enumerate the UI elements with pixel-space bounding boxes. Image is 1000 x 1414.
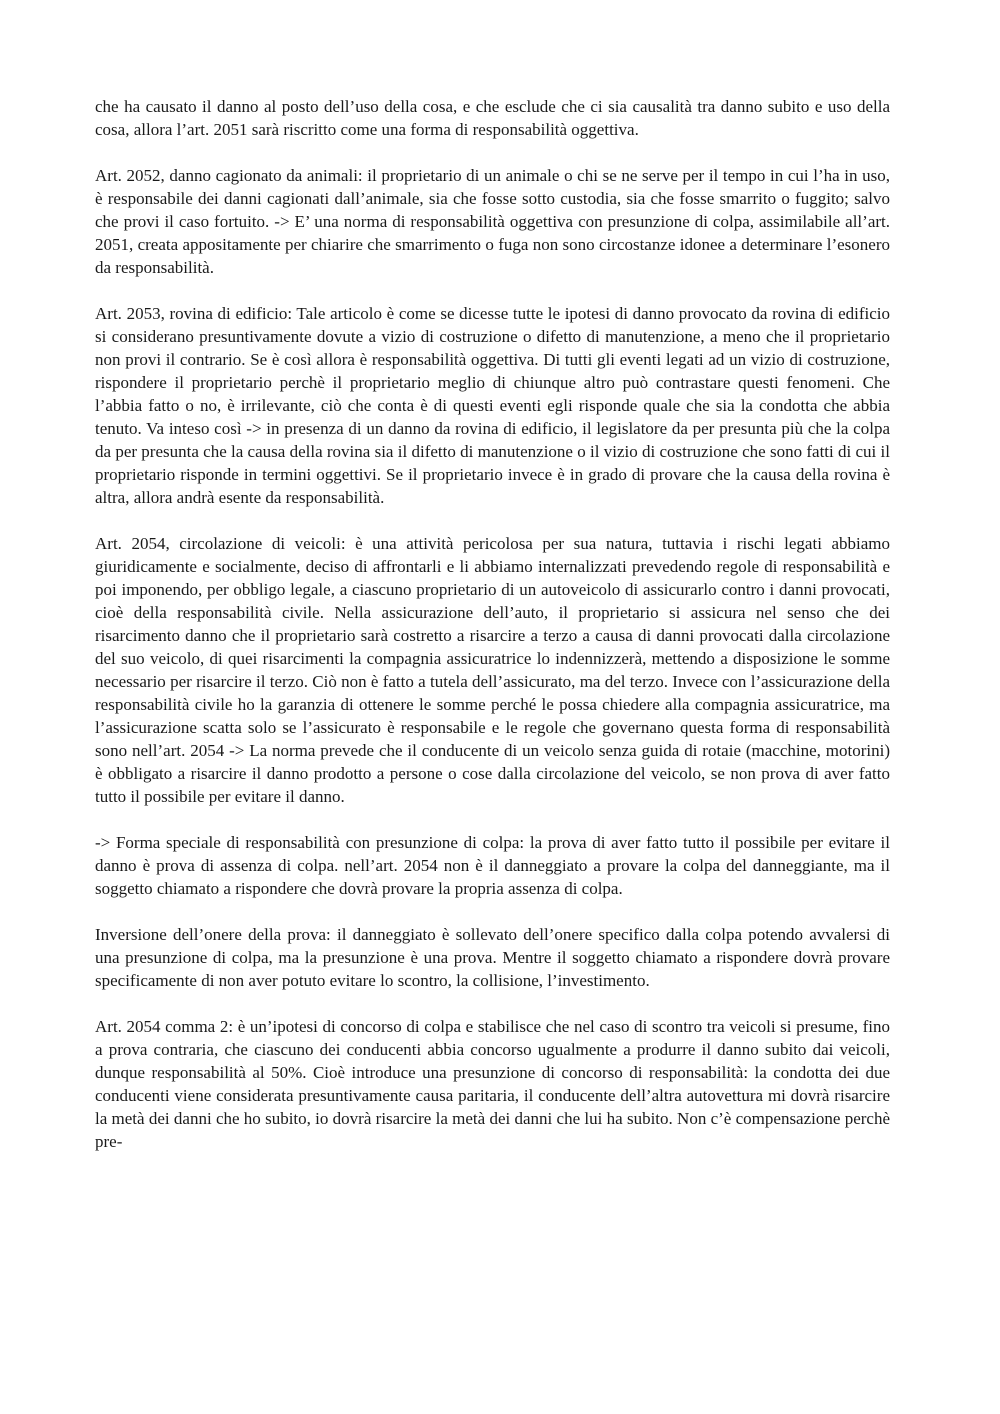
- paragraph-art-2053: Art. 2053, rovina di edificio: Tale articolo è come se dicesse tutte le ipotesi di danno provocato da rovina di edificio si considerano presuntivamente dovute a vizio di costruzione o difetto di manutenzione, a meno che il proprietario non provi il contrario. Se è così allora è responsabilità oggettiva. Di tutti gli eventi legati ad un vizio di costruzione, rispondere il proprietario perchè il proprietario meglio di chiunque altro può contrastare questi fenomeni. Che l’abbia fatto o no, è irrilevante, ciò che conta è di questi eventi egli risponde quale che sia la condotta che abbia tenuto. Va inteso così -> in presenza di un danno da rovina di edificio, il legislatore da per presunta più che la colpa da per presunta che la causa della rovina sia il difetto di manutenzione o il vizio di costruzione che sono fatti di cui il proprietario risponde in termini oggettivi. Se il proprietario invece è in grado di provare che la causa della rovina è altra, allora andrà esente da responsabilità.: [95, 304, 890, 507]
- paragraph-art-2051-continuation: che ha causato il danno al posto dell’uso della cosa, e che esclude che ci sia causalità tra danno subito e uso della cosa, allora l’art. 2051 sarà riscritto come una forma di responsabilità oggettiva.: [95, 97, 890, 139]
- paragraph-inversione-onere: Inversione dell’onere della prova: il danneggiato è sollevato dell’onere specifico dalla colpa potendo avvalersi di una presunzione di colpa, ma la presunzione è una prova. Mentre il soggetto chiamato a rispondere dovrà provare specificamente di non aver potuto evitare lo scontro, la collisione, l’investimento.: [95, 925, 890, 990]
- document-body: [95, 95, 890, 1153]
- paragraph-art-2052: Art. 2052, danno cagionato da animali: il proprietario di un animale o chi se ne serve per il tempo in cui l’ha in uso, è responsabile dei danni cagionati dall’animale, sia che fosse sotto custodia, sia che fosse smarrito o fuggito; salvo che provi il caso fortuito. -> E’ una norma di responsabilità oggettiva con presunzione di colpa, assimilabile all’art. 2051, creata appositamente per chiarire che smarrimento o fuga non sono circostanze idonee a determinare l’esonero da responsabilità.: [95, 166, 890, 277]
- paragraph-art-2054: Art. 2054, circolazione di veicoli: è una attività pericolosa per sua natura, tuttavia i rischi legati abbiamo giuridicamente e socialmente, deciso di affrontarli e li abbiamo internalizzati prevedendo regole di responsabilità e poi imponendo, per obbligo legale, a ciascuno proprietario di un autoveicolo di assicurarlo contro i danni provocati, cioè della responsabilità civile. Nella assicurazione dell’auto, il proprietario si assicura nel senso che dei risarcimento danno che il proprietario sarà costretto a risarcire a terzo a causa di danni provocati dalla circolazione del suo veicolo, di quei risarcimenti la compagnia assicuratrice lo indennizzerà, mettendo a disposizione le somme necessario per risarcire il terzo. Ciò non è fatto a tutela dell’assicurato, ma del terzo. Invece con l’assicurazione della responsabilità civile ho la garanzia di ottenere le somme perché le possa chiedere alla compagnia assicuratrice, ma l’assicurazione scatta solo se l’assicurato è responsabile e le regole che governano questa forma di responsabilità sono nell’art. 2054 -> La norma prevede che il conducente di un veicolo senza guida di rotaie (macchine, motorini) è obbligato a risarcire il danno prodotto a persone o cose dalla circolazione del veicolo, se non prova di aver fatto tutto il possibile per evitare il danno.: [95, 534, 890, 806]
- paragraph-presunzione-colpa: -> Forma speciale di responsabilità con presunzione di colpa: la prova di aver fatto tutto il possibile per evitare il danno è prova di assenza di colpa. nell’art. 2054 non è il danneggiato a provare la colpa del danneggiante, ma il soggetto chiamato a rispondere che dovrà provare la propria assenza di colpa.: [95, 833, 890, 898]
- paragraph-art-2054-comma-2: Art. 2054 comma 2: è un’ipotesi di concorso di colpa e stabilisce che nel caso di scontro tra veicoli si presume, fino a prova contraria, che ciascuno dei conducenti abbia concorso ugualmente a produrre il danno subito dai veicoli, dunque responsabilità al 50%. Cioè introduce una presunzione di concorso di responsabilità: la condotta dei due conducenti viene considerata presuntivamente causa paritaria, il conducente dell’altra autovettura mi dovrà risarcire la metà dei danni che ho subito, io dovrà risarcire la metà dei danni che lui ha subito. Non c’è compensazione perchè pre-: [95, 1017, 890, 1151]
